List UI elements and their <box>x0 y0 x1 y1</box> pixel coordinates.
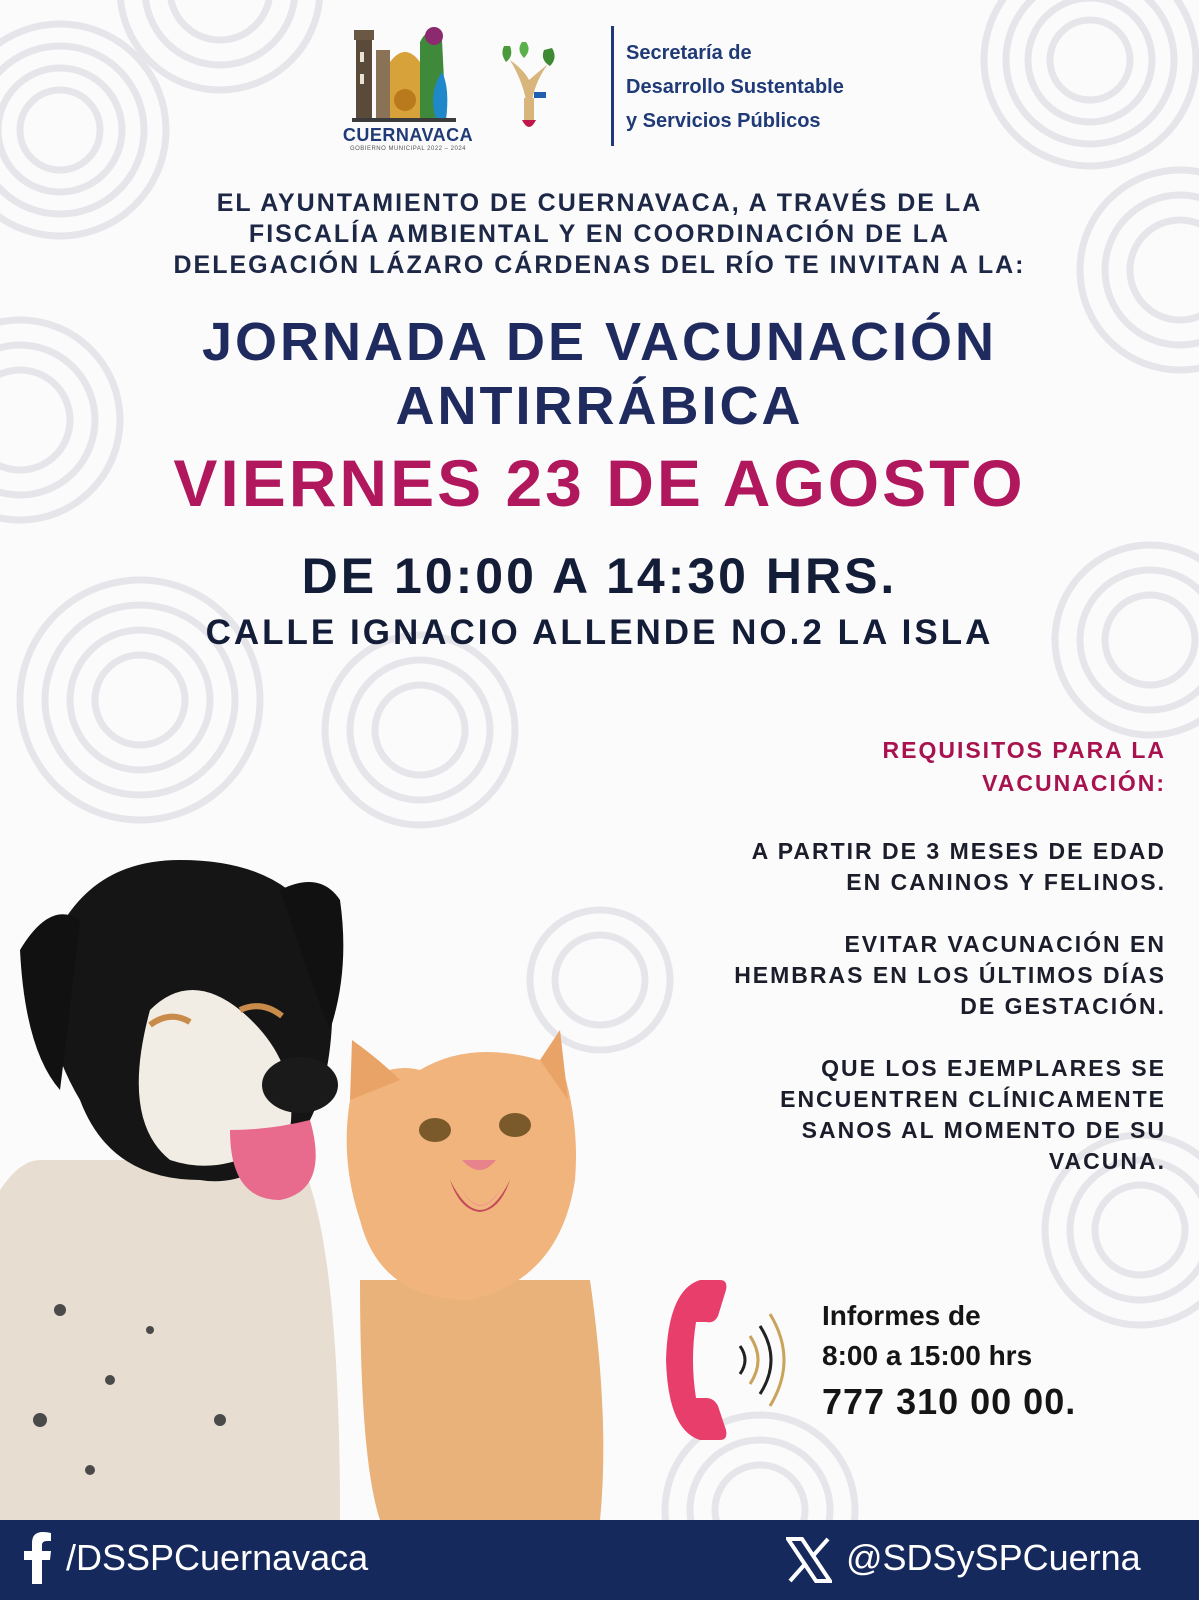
facebook-handle-link[interactable]: /DSSPCuernavaca <box>66 1537 369 1578</box>
event-address: CALLE IGNACIO ALLENDE NO.2 LA ISLA <box>205 613 994 652</box>
requirement-line: EVITAR VACUNACIÓN EN <box>844 931 1166 957</box>
telephone-handset-icon <box>662 1280 802 1440</box>
requirement-item <box>566 1053 1166 1177</box>
intro-line: FISCALÍA AMBIENTAL Y EN COORDINACIÓN DE LA <box>248 220 951 248</box>
city-logo-text: CUERNAVACA <box>342 125 474 145</box>
requirement-line: EN CANINOS Y FELINOS. <box>846 869 1166 895</box>
event-title <box>40 310 1159 438</box>
requirement-line: ENCUENTREN CLÍNICAMENTE <box>780 1086 1166 1112</box>
requirements-heading-line: VACUNACIÓN: <box>982 770 1166 796</box>
requirement-line: A PARTIR DE 3 MESES DE EDAD <box>751 838 1166 864</box>
x-twitter-icon[interactable] <box>786 1537 832 1583</box>
intro-line: EL AYUNTAMIENTO DE CUERNAVACA, A TRAVÉS DE LA <box>216 189 983 217</box>
requirements-list <box>566 836 1166 1208</box>
secretaria-line: Secretaría de <box>626 42 752 64</box>
requirement-line: HEMBRAS EN LOS ÚLTIMOS DÍAS <box>734 962 1166 988</box>
event-time: DE 10:00 A 14:30 HRS. <box>301 548 898 604</box>
contact-phone-number[interactable]: 777 310 00 00. <box>822 1381 1077 1422</box>
intro-text <box>60 188 1139 281</box>
title-line: JORNADA DE VACUNACIÓN <box>201 312 998 372</box>
contact-info <box>822 1296 1076 1428</box>
secretaria-tree-logo <box>496 40 562 134</box>
dog-and-cat-photo <box>0 860 620 1520</box>
contact-hours: 8:00 a 15:00 hrs <box>822 1340 1033 1371</box>
cuernavaca-logo <box>350 22 460 124</box>
secretaria-line: y Servicios Públicos <box>626 110 821 132</box>
requirement-item <box>566 836 1166 898</box>
footer-bar <box>0 1520 1199 1600</box>
contact-line: Informes de <box>822 1300 981 1331</box>
requirements-heading <box>883 734 1167 800</box>
facebook-icon[interactable] <box>20 1532 54 1584</box>
city-logo-subtext: GOBIERNO MUNICIPAL 2022 – 2024 <box>349 146 467 152</box>
requirement-line: DE GESTACIÓN. <box>960 993 1166 1019</box>
requirement-line: SANOS AL MOMENTO DE SU <box>801 1117 1166 1143</box>
logo-header <box>0 0 1199 170</box>
secretaria-divider <box>611 26 614 146</box>
event-date: VIERNES 23 DE AGOSTO <box>173 446 1026 520</box>
requirement-item <box>566 929 1166 1022</box>
requirement-line: VACUNA. <box>1048 1148 1166 1174</box>
requirement-line: QUE LOS EJEMPLARES SE <box>821 1055 1166 1081</box>
title-line: ANTIRRÁBICA <box>395 376 804 436</box>
requirements-heading-line: REQUISITOS PARA LA <box>882 737 1166 763</box>
x-handle-link[interactable]: @SDSySPCuerna <box>846 1537 1141 1578</box>
secretaria-line: Desarrollo Sustentable <box>626 76 844 98</box>
secretaria-name <box>626 36 844 138</box>
intro-line: DELEGACIÓN LÁZARO CÁRDENAS DEL RÍO TE INVITAN A LA: <box>173 251 1026 279</box>
